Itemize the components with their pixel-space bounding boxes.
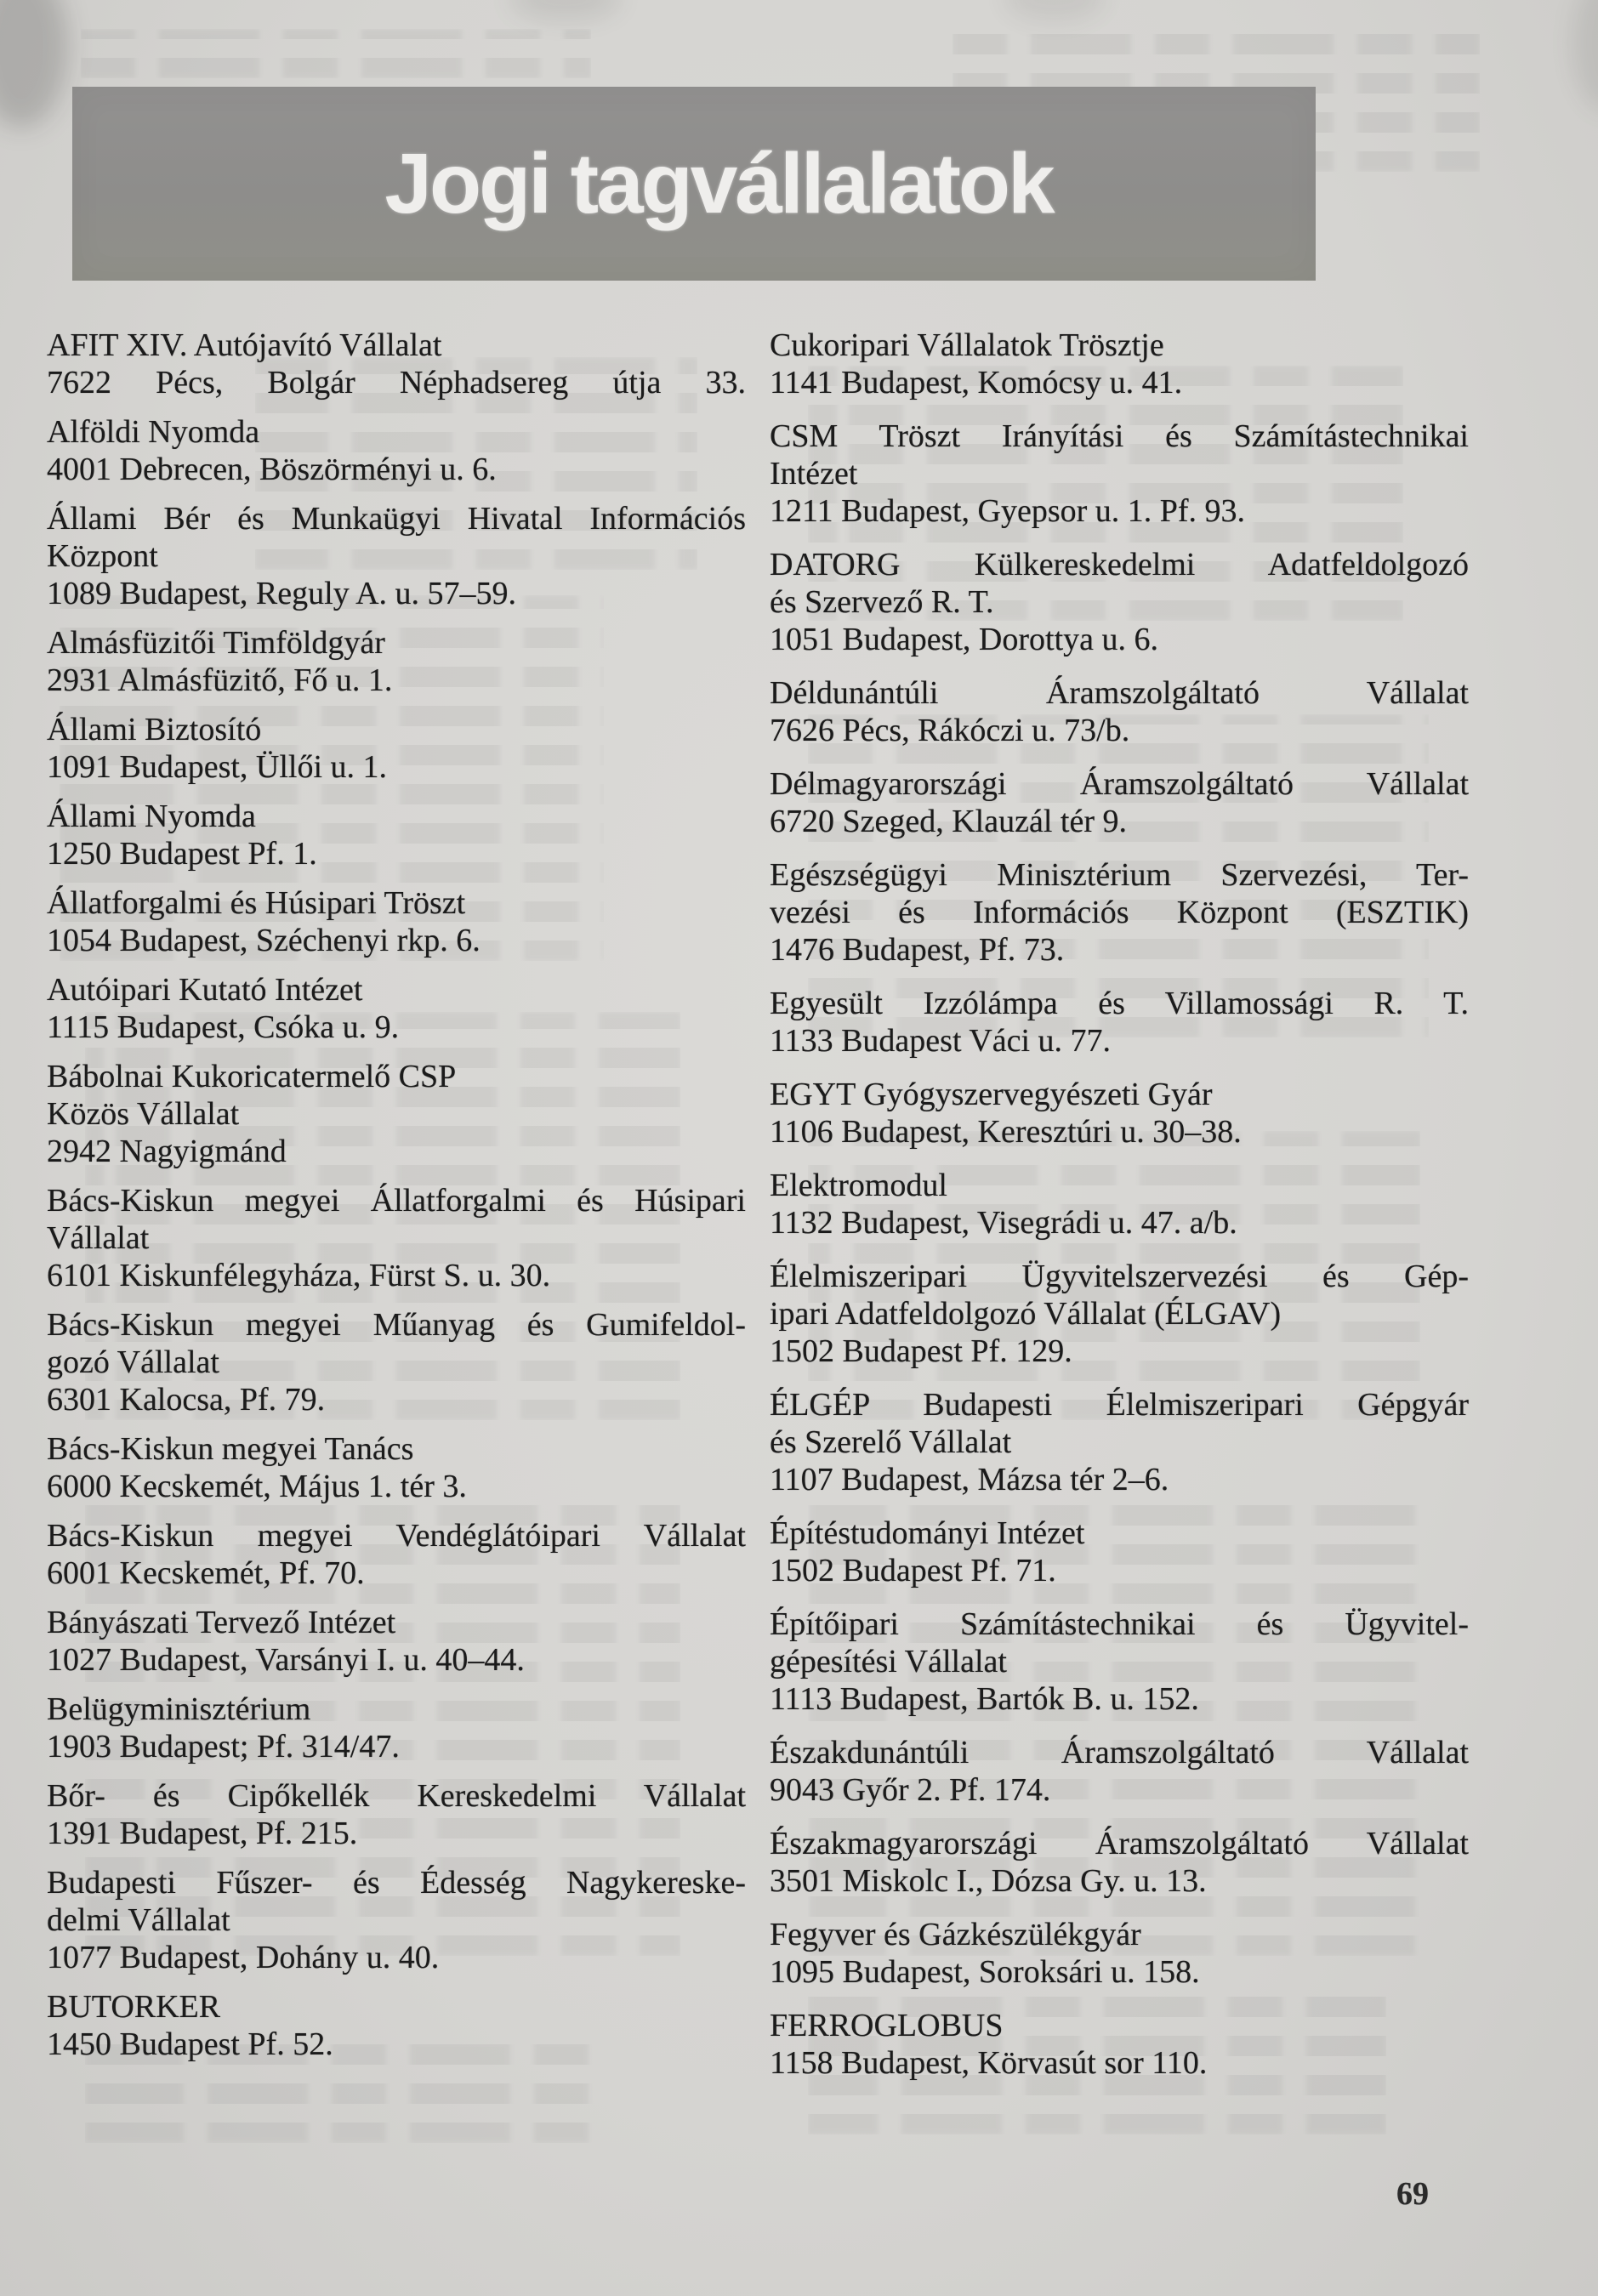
entry-line: ipari Adatfeldolgozó Vállalat (ÉLGAV): [770, 1296, 1282, 1332]
entry-line: 7622 Pécs, Bolgár Néphadsereg útja 33.: [47, 365, 746, 401]
entry-line: BUTORKER: [47, 1989, 221, 2025]
directory-entry: [47, 884, 746, 959]
directory-entry: [770, 1515, 1469, 1589]
directory-entry: [47, 1306, 746, 1418]
entry-line: 1903 Budapest; Pf. 314/47.: [47, 1729, 400, 1765]
directory-entry: [770, 1258, 1469, 1370]
entry-line: 1132 Budapest, Visegrádi u. 47. a/b.: [770, 1205, 1237, 1241]
entry-line: Déldunántúli Áramszolgáltató Vállalat: [770, 675, 1469, 711]
directory-entry: [770, 1825, 1469, 1900]
entry-line: 7626 Pécs, Rákóczi u. 73/b.: [770, 713, 1130, 748]
directory-entry: [47, 1058, 746, 1170]
directory-entry: [47, 1182, 746, 1294]
entry-line: 1476 Budapest, Pf. 73.: [770, 932, 1065, 968]
directory-entry: [47, 1517, 746, 1592]
entry-line: Bőr- és Cipőkellék Kereskedelmi Vállalat: [47, 1778, 746, 1814]
entry-line: Állatforgalmi és Húsipari Tröszt: [47, 885, 466, 921]
entry-line: 1106 Budapest, Keresztúri u. 30–38.: [770, 1114, 1242, 1150]
right-column: [770, 327, 1469, 2098]
entry-line: gozó Vállalat: [47, 1344, 219, 1380]
directory-entry: [47, 500, 746, 612]
directory-entry: [770, 327, 1469, 401]
directory-entry: [770, 1167, 1469, 1242]
entry-line: 6101 Kiskunfélegyháza, Fürst S. u. 30.: [47, 1258, 551, 1293]
entry-line: és Szervező R. T.: [770, 584, 994, 620]
entry-line: Fegyver és Gázkészülékgyár: [770, 1917, 1141, 1952]
entry-line: 1107 Budapest, Mázsa tér 2–6.: [770, 1462, 1169, 1498]
entry-line: 1502 Budapest Pf. 71.: [770, 1553, 1056, 1588]
entry-line: Északdunántúli Áramszolgáltató Vállalat: [770, 1735, 1469, 1770]
directory-entry: [770, 1916, 1469, 1991]
entry-line: ÉLGÉP Budapesti Élelmiszeripari Gépgyár: [770, 1387, 1469, 1423]
entry-line: 3501 Miskolc I., Dózsa Gy. u. 13.: [770, 1863, 1207, 1899]
entry-line: Cukoripari Vállalatok Trösztje: [770, 327, 1164, 363]
entry-line: gépesítési Vállalat: [770, 1644, 1007, 1679]
scan-smudge: [0, 0, 68, 128]
title-banner: [72, 87, 1316, 281]
entry-line: 6000 Kecskemét, Május 1. tér 3.: [47, 1469, 467, 1504]
directory-entry: [47, 1430, 746, 1505]
directory-entry: [47, 624, 746, 699]
entry-line: 1211 Budapest, Gyepsor u. 1. Pf. 93.: [770, 493, 1246, 529]
entry-line: EGYT Gyógyszervegyészeti Gyár: [770, 1077, 1213, 1112]
entry-line: Északmagyarországi Áramszolgáltató Vállalat: [770, 1826, 1469, 1861]
entry-line: Délmagyarországi Áramszolgáltató Vállalat: [770, 766, 1469, 802]
entry-line: 1158 Budapest, Körvasút sor 110.: [770, 2045, 1208, 2081]
entry-line: 1250 Budapest Pf. 1.: [47, 836, 317, 872]
directory-entry: [770, 856, 1469, 969]
directory-entry: [47, 1604, 746, 1679]
entry-line: delmi Vállalat: [47, 1902, 230, 1938]
entry-line: DATORG Külkereskedelmi Adatfeldolgozó: [770, 547, 1469, 583]
directory-entry: [47, 1988, 746, 2063]
directory-entry: [47, 327, 746, 401]
entry-line: Építéstudományi Intézet: [770, 1515, 1085, 1551]
entry-line: Intézet: [770, 456, 858, 492]
entry-line: Állami Biztosító: [47, 712, 262, 747]
directory-entry: [47, 413, 746, 488]
entry-line: Elektromodul: [770, 1168, 947, 1203]
entry-line: Bács-Kiskun megyei Műanyag és Gumifeldol-: [47, 1307, 746, 1343]
directory-entry: [770, 1076, 1469, 1151]
entry-line: Közös Vállalat: [47, 1096, 240, 1132]
directory-entry: [47, 1777, 746, 1852]
scan-smudge: [510, 0, 621, 20]
scan-smudge: [1573, 0, 1598, 111]
entry-line: Bács-Kiskun megyei Vendéglátóipari Vállalat: [47, 1518, 746, 1554]
entry-line: Építőipari Számítástechnikai és Ügyvitel-: [770, 1606, 1469, 1642]
directory-entry: [47, 1864, 746, 1976]
entry-line: 1141 Budapest, Komócsy u. 41.: [770, 365, 1183, 401]
directory-entry: [47, 711, 746, 786]
page-title: Jogi tagvállalatok: [384, 135, 1053, 231]
entry-line: Egyesült Izzólámpa és Villamossági R. T.: [770, 986, 1469, 1021]
entry-line: Egészségügyi Minisztérium Szervezési, Ter-: [770, 857, 1469, 893]
directory-entry: [770, 674, 1469, 749]
entry-line: Bányászati Tervező Intézet: [47, 1605, 396, 1640]
entry-line: Vállalat: [47, 1220, 150, 1256]
entry-line: 6720 Szeged, Klauzál tér 9.: [770, 804, 1127, 839]
directory-entry: [770, 1386, 1469, 1498]
entry-line: 1450 Budapest Pf. 52.: [47, 2026, 333, 2062]
entry-line: FERROGLOBUS: [770, 2008, 1004, 2043]
directory-entry: [770, 1605, 1469, 1718]
entry-line: 6301 Kalocsa, Pf. 79.: [47, 1382, 326, 1418]
directory-entry: [770, 765, 1469, 840]
bleed-through-artifact: [81, 29, 591, 78]
directory-entry: [770, 2007, 1469, 2082]
left-column: [47, 327, 746, 2075]
directory-entry: [770, 985, 1469, 1060]
scan-smudge: [1004, 0, 1106, 22]
entry-line: Autóipari Kutató Intézet: [47, 972, 363, 1008]
entry-line: 1027 Budapest, Varsányi I. u. 40–44.: [47, 1642, 525, 1678]
entry-line: 1089 Budapest, Reguly A. u. 57–59.: [47, 576, 517, 611]
entry-line: Bábolnai Kukoricatermelő CSP: [47, 1059, 457, 1094]
entry-line: Almásfüzitői Timföldgyár: [47, 625, 385, 661]
entry-line: 1077 Budapest, Dohány u. 40.: [47, 1940, 440, 1975]
entry-line: AFIT XIV. Autójavító Vállalat: [47, 327, 442, 363]
entry-line: Bács-Kiskun megyei Tanács: [47, 1431, 414, 1467]
directory-entry: [47, 1691, 746, 1765]
entry-line: vezési és Információs Központ (ESZTIK): [770, 895, 1469, 930]
directory-entry: [770, 546, 1469, 658]
entry-line: és Szerelő Vállalat: [770, 1424, 1012, 1460]
entry-line: Élelmiszeripari Ügyvitelszervezési és Gép-: [770, 1259, 1469, 1294]
entry-line: Állami Bér és Munkaügyi Hivatal Információs: [47, 501, 746, 537]
entry-line: Állami Nyomda: [47, 798, 256, 834]
entry-line: 1095 Budapest, Soroksári u. 158.: [770, 1954, 1200, 1990]
entry-line: 1091 Budapest, Üllői u. 1.: [47, 749, 388, 785]
entry-line: Alföldi Nyomda: [47, 414, 260, 450]
entry-line: 6001 Kecskemét, Pf. 70.: [47, 1555, 365, 1591]
entry-line: 1115 Budapest, Csóka u. 9.: [47, 1009, 400, 1045]
entry-line: 1502 Budapest Pf. 129.: [770, 1333, 1072, 1369]
entry-line: Központ: [47, 538, 158, 574]
directory-entry: [47, 798, 746, 872]
entry-line: 2931 Almásfüzitő, Fő u. 1.: [47, 662, 393, 698]
entry-line: 1391 Budapest, Pf. 215.: [47, 1816, 358, 1851]
entry-line: 2942 Nagyigmánd: [47, 1134, 287, 1169]
entry-line: 1051 Budapest, Dorottya u. 6.: [770, 622, 1159, 657]
directory-entry: [770, 418, 1469, 530]
entry-line: 1113 Budapest, Bartók B. u. 152.: [770, 1681, 1199, 1717]
page-number: 69: [1396, 2176, 1429, 2212]
entry-line: Belügyminisztérium: [47, 1691, 311, 1727]
entry-line: Bács-Kiskun megyei Állatforgalmi és Húsipari: [47, 1183, 746, 1219]
entry-line: Budapesti Fűszer- és Édesség Nagykereske-: [47, 1865, 746, 1901]
directory-entry: [770, 1734, 1469, 1809]
entry-line: 9043 Győr 2. Pf. 174.: [770, 1772, 1051, 1808]
entry-line: 4001 Debrecen, Böszörményi u. 6.: [47, 452, 497, 487]
entry-line: CSM Tröszt Irányítási és Számítástechnikai: [770, 418, 1469, 454]
entry-line: 1054 Budapest, Széchenyi rkp. 6.: [47, 923, 481, 958]
entry-line: 1133 Budapest Váci u. 77.: [770, 1023, 1112, 1059]
directory-entry: [47, 971, 746, 1046]
